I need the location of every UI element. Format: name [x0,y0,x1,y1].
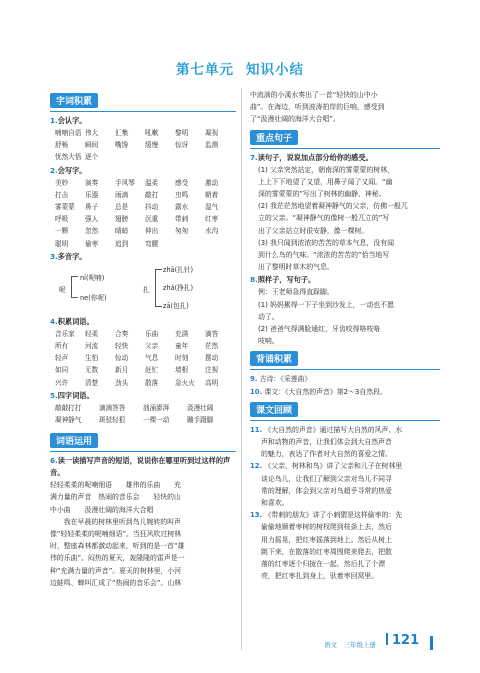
word: 匆匆 [175,227,189,236]
word: 喃喃自语 [55,129,82,137]
word: 虫鸣 [175,190,189,199]
word-row [50,377,236,389]
word: 雾蒙蒙 [55,203,75,212]
word: 劲头 [115,378,129,387]
text-line: 出了父亲站立时很安静，像一棵树。 [258,226,369,235]
word: 时刻 [175,354,189,363]
question-5: 5.四字词语。 [50,390,94,400]
text-line [250,558,440,570]
word: 墙根 [175,366,189,375]
section-header-sentence: 重点句子 [250,126,440,149]
line-text: 《父亲、树林和鸟》讲了父亲和儿子在树林里 [264,462,403,471]
word-row [50,213,236,225]
q6-phrases [50,479,236,516]
word: 监测 [205,141,219,150]
text-line: 种“充满力量的声音”。夏天的树林里，小河 [50,566,182,575]
word: 水沟 [205,227,219,236]
question-1: 1.会认字。 [50,116,87,125]
text-line [250,497,440,509]
unit-label: 第七单元 [176,62,234,78]
left-column [50,89,236,589]
text-line: (1) 父亲突然站定，朝南深的雾蒙蒙的树林， [258,165,394,174]
question-6: 6.读一读描写声音的短语，说说你在哪里听到过这样的声音。 [50,456,231,478]
word: 追到 [115,239,129,248]
text-line [250,509,440,521]
word: 轻声 [55,354,69,363]
poly-char-ni: 呢 [59,285,66,294]
text-line [250,485,440,497]
q7-body [250,164,440,274]
line-text: 常的理解，体会到父亲对鸟超乎寻常的热爱 [261,486,392,495]
question-8: 8.照样子，写句子。 [250,275,316,285]
q2-word-grid [50,177,236,250]
text-line: (3) 我只闻到浓浓的苦苦的草本气息，没有闻 [258,238,394,247]
text-line: 我在早晨的树林里听到鸟儿婉转的叫声 [50,517,181,526]
text-line: 时，整座森林都激动起来，听到的是一首“雄 [50,542,185,551]
text-line [250,424,440,436]
q8-body [250,286,440,347]
word: 偷枣 [85,239,99,248]
word-row [50,189,236,201]
text-line: 曲”。在海边，听到波涛拍岸的巨响，感受到 [250,103,385,112]
q5-word-grid [50,402,236,426]
word-row [50,328,236,340]
text-line: 到什么鸟的气味。“浓浓的苦苦的”恰当地写 [258,251,390,260]
section-header-use: 词语运用 [50,429,236,452]
right-column [250,89,440,583]
line-text: 的魅力，表达了作者对大自然的喜爱之情。 [261,450,392,459]
word: 滴滴答答 [99,403,126,412]
word: 嘴馋 [115,141,129,150]
word: 总是 [115,203,129,212]
text-line: 深的雾蒙蒙的”写出了树林的幽静、神秘。 [258,190,386,199]
word: 充满 [175,329,189,338]
word: 注视 [205,366,219,375]
word: 汹涌澎湃 [143,403,170,412]
text-line [250,570,440,582]
q6-answer-continued [250,89,440,126]
text-line: 上上下下地望了又望，用鼻子闻了又闻。“幽 [258,177,393,186]
question-4: 4.积累词语。 [50,316,94,326]
word-row [50,238,236,250]
line-text: 跳下来，在散落的红枣周围爬来爬去，把散 [261,547,392,556]
page-title [0,58,480,78]
word: 打击 [55,190,69,199]
q4-word-grid [50,328,236,389]
word: 一棵一动 [143,416,170,425]
line-text: 谈论鸟儿，让我们了解到父亲对鸟儿不同寻 [261,474,392,483]
word-row [50,364,236,376]
line-text: 和喜欢。 [261,499,289,508]
item-number: 11. [250,425,263,434]
word: 所有 [55,342,69,351]
footer-subject: 语文 三年级上册 [324,641,376,649]
text-line: 例：王老师急得直跺脚。 [258,288,334,297]
section-header-recite: 背诵积累 [250,347,440,370]
section-header-words: 字词积累 [50,89,236,112]
word: 河流 [85,342,99,351]
page-edge-bar [430,636,433,650]
word: 抖动 [145,203,159,212]
text-line [250,436,440,448]
topic-label: 知识小结 [246,62,304,78]
word: 翅膀 [115,215,129,224]
line-text: 声和动物的声音，让我们体会到大自然声音 [261,438,392,447]
poly-zha-3: zā(包扎) [163,301,189,310]
text-line: 像“轻轻柔柔的呢喃细语”。当狂风吹过树林 [50,530,182,539]
item-number: 13. [250,511,263,520]
text-line: 边蛙鸣、蝉叫汇成了“热闹的音乐会”。山林 [50,578,182,587]
word-row [50,151,236,163]
word: 忽然 [85,227,99,236]
word: 鼻子 [85,203,99,212]
line-text: 《带刺的朋友》讲了小刺猬是这样偷枣的：先 [264,511,403,520]
column-divider [241,88,242,650]
line-text: 用力摇晃，把红枣摇落到地上。然后从树上 [261,535,392,544]
text-line: (2) 我茫茫然地望着凝神静气的父亲，仿佛一般兀 [258,202,408,211]
item-number: 12. [250,462,263,471]
poly-ni-2: ne(你呢) [80,293,107,302]
page-number: 121 [386,633,419,648]
text-line: 动了。 [258,312,279,321]
word: 红枣 [205,215,219,224]
word: 温柔 [145,178,159,187]
word: 逐个 [85,153,99,162]
text-line: 吱响。 [258,337,279,346]
text-line [250,473,440,485]
poly-zha-1: zhā(扎针) [163,265,194,274]
text-line: (2) 爸爸气得满脸通红，牙齿咬得咯吱咯 [258,325,381,334]
word: 敲打 [145,190,159,199]
word: 斑驳轻狠 [99,416,126,425]
word: 凝视 [205,129,219,137]
text-line: 立的父亲。“凝神静气的像树一般兀立的”写 [258,214,390,223]
text-line: 伟的乐曲”。闷热的夏天，轰隆隆的雷声是一 [50,554,185,563]
poly-char-zha: 扎 [143,285,150,294]
word: 黎明 [175,129,189,137]
word: 兴许 [55,378,69,387]
word: 生怕 [85,354,99,363]
word: 伸出 [145,227,159,236]
text-line [250,534,440,546]
word: 演奏 [85,178,99,187]
word: 轻柔 [85,329,99,338]
text-line: 满力量的声音 热闹的音乐会 轻快的山 [50,493,181,502]
word: 急火火 [175,378,195,387]
question-13 [250,509,440,582]
word: 茫然 [205,342,219,351]
word: 合奏 [115,329,129,338]
word: 激动 [205,178,219,187]
question-10: 10. 课文：《大自然的声音》第2～3自然段。 [250,387,387,396]
word: 赶忙 [145,366,159,375]
text-line: 出了黎明时草木的气息。 [258,263,334,272]
word: 乐器 [85,190,99,199]
word-row [50,225,236,237]
line-text: 亮，把红枣扎到身上，驮着枣回窝里。 [261,572,379,581]
section-header-review: 课文回顾 [250,398,440,421]
text-line [250,521,440,533]
poly-ni-1: ní(呢喃) [80,273,105,282]
q1-word-grid [50,127,236,164]
word: 沉重 [145,215,159,224]
word: 晴暗 [115,227,129,236]
word: 呼吸 [55,215,69,224]
word-row [50,127,236,139]
text-line: 中小曲 汲漫壮阔的海洋大合唱 [50,505,154,514]
word-row [50,352,236,364]
word-row [50,177,236,189]
word: 蹦手蹑脚 [187,416,214,425]
word: 散落 [145,378,159,387]
word: 童年 [175,342,189,351]
word: 气息 [145,354,159,363]
text-line: 中流淌的小溪水奏出了一首“轻快的山中小 [250,91,378,99]
word: 手风琴 [115,178,135,187]
word: 忧然大悟 [55,153,82,162]
question-9: 9. 古诗：《采莲曲》 [250,375,312,384]
text-line [250,448,440,460]
word: 惊讶 [175,141,189,150]
word: 湿气 [205,203,219,212]
text-line [250,460,440,472]
word: 露水 [175,203,189,212]
word: 清楚 [85,378,99,387]
word: 聪明 [55,239,69,248]
word: 吼嗽 [145,129,159,137]
question-12 [250,460,440,509]
word: 汲漫壮阔 [187,403,214,412]
line-text: 《大自然的声音》通过描写大自然的风声、水 [264,425,403,434]
word-row [50,414,236,426]
word: 带刺 [175,215,189,224]
line-text: 偷偷地顺着枣树的树杈爬到枝条上去，然后 [261,523,392,532]
text-line [250,546,440,558]
word: 美妙 [55,178,69,187]
word: 如同 [55,366,69,375]
word: 感受 [175,178,189,187]
word: 缓慢 [145,141,159,150]
word: 无数 [85,366,99,375]
q6-answer [50,516,236,589]
word: 滴答 [205,329,219,338]
word: 新月 [115,366,129,375]
word: 高明 [205,378,219,387]
word: 轻快 [115,342,129,351]
question-7: 7.读句子，说说加点部分给你的感受。 [250,152,373,162]
text-line: 了“汲漫壮阔的海洋大合唱”。 [250,115,340,124]
word: 惊动 [115,354,129,363]
word: 瞬间 [85,141,99,150]
question-2: 2.会写字。 [50,165,87,175]
word: 雨滴 [115,190,129,199]
poly-zha-2: zhá(挣扎) [163,283,194,292]
text-line: (1) 妈妈累得一下子坐到沙发上，一动也不愿 [258,300,394,309]
word: 汇集 [115,129,129,137]
word: 强人 [85,215,99,224]
word: 乐曲 [145,329,159,338]
question-11 [250,424,440,461]
word: 凝神静气 [55,416,82,425]
line-text: 落的红枣逐个归拢在一起，然后扎了个漂 [261,560,386,569]
word: 敲敲打打 [55,403,82,412]
word-row [50,201,236,213]
word: 音乐家 [55,329,75,338]
word: 一颗 [55,227,69,236]
polyphone-diagram [55,263,236,315]
word: 伟大 [85,129,99,137]
word: 朝着 [205,190,219,199]
word: 父亲 [145,342,159,351]
word: 摆动 [205,354,219,363]
text-line: 轻轻柔柔的呢喃细语 雄伟的乐曲 充 [50,481,181,490]
word: 舒畅 [55,141,69,150]
word-row [50,402,236,414]
word: 弯腰 [145,239,159,248]
word-row [50,340,236,352]
question-3: 3.多音字。 [50,251,87,261]
word-row [50,139,236,151]
